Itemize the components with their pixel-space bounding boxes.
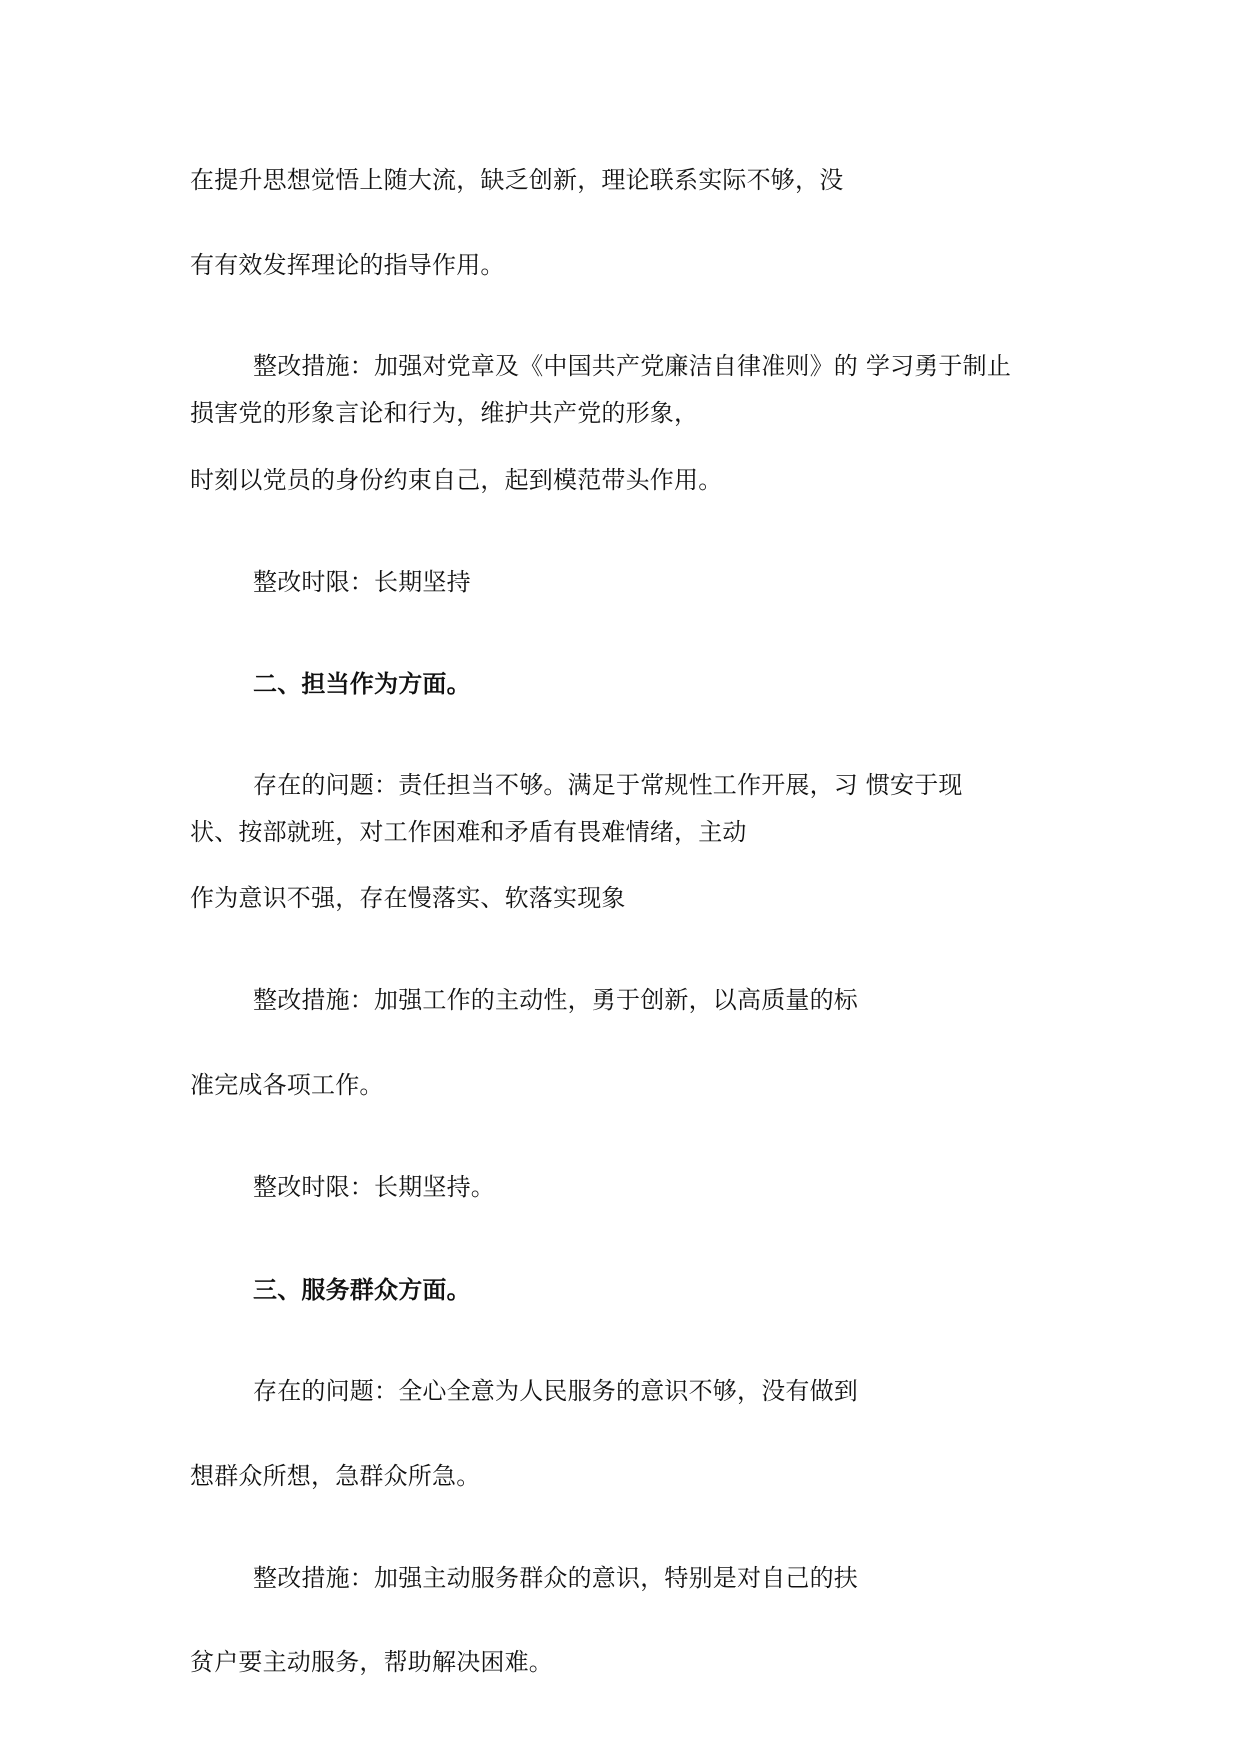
paragraph-line: 贫户要主动服务，帮助解决困难。 <box>190 1648 553 1676</box>
paragraph-line: 损害党的形象言论和行为，维护共产党的形象， <box>190 399 699 427</box>
paragraph-line: 在提升思想觉悟上随大流，缺乏创新，理论联系实际不够，没 <box>190 166 844 194</box>
paragraph-line: 时刻以党员的身份约束自己，起到模范带头作用。 <box>190 466 723 494</box>
measure-text: 整改措施：加强对党章及《中国共产党廉洁自律准则》的 学习勇于制止 <box>253 352 1012 380</box>
paragraph-line: 状、按部就班，对工作困难和矛盾有畏难情绪，主动 <box>190 818 747 846</box>
deadline-text: 整改时限：长期坚持。 <box>253 1173 495 1201</box>
section-heading: 二、担当作为方面。 <box>253 670 471 698</box>
section-heading: 三、服务群众方面。 <box>253 1276 471 1304</box>
issue-text: 存在的问题：全心全意为人民服务的意识不够，没有做到 <box>253 1377 858 1405</box>
issue-text: 存在的问题：责任担当不够。满足于常规性工作开展，习 惯安于现 <box>253 771 963 799</box>
measure-text: 整改措施：加强主动服务群众的意识，特别是对自己的扶 <box>253 1564 858 1592</box>
paragraph-line: 作为意识不强，存在慢落实、软落实现象 <box>190 884 626 912</box>
paragraph-line: 准完成各项工作。 <box>190 1071 384 1099</box>
paragraph-line: 有有效发挥理论的指导作用。 <box>190 251 505 279</box>
deadline-text: 整改时限：长期坚持 <box>253 568 471 596</box>
measure-text: 整改措施：加强工作的主动性，勇于创新，以高质量的标 <box>253 986 858 1014</box>
paragraph-line: 想群众所想，急群众所急。 <box>190 1462 481 1490</box>
